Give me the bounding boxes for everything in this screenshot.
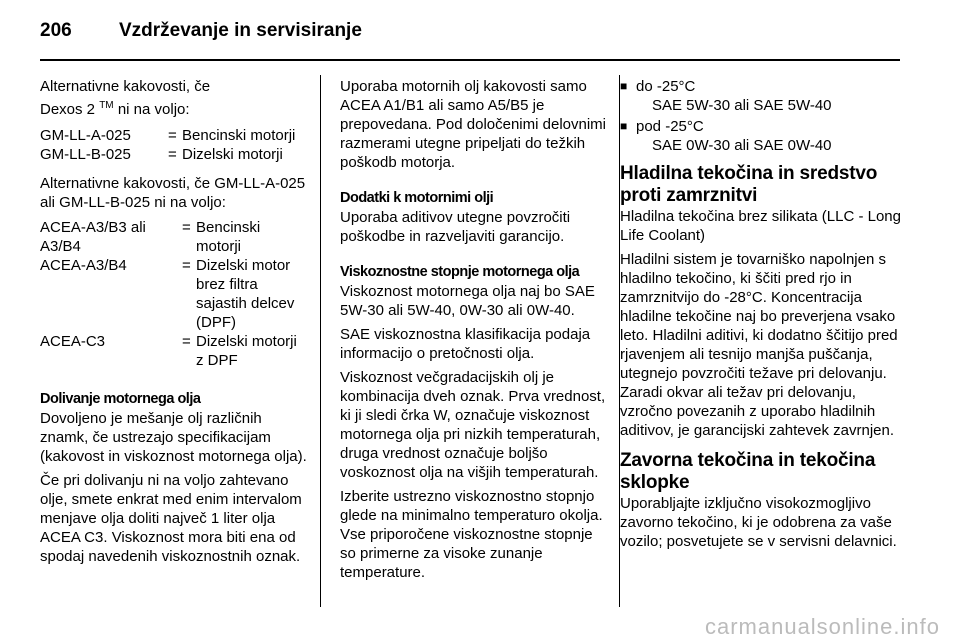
prohibition-paragraph: Uporaba motornih olj kakovosti samo ACEA A1/B1 ali samo A5/B5 je prepovedana. Pod določenimi delovnimi razmerami utegne pripeljati do težkih poškodb motorja. bbox=[340, 78, 607, 171]
brake-paragraph: Uporabljajte izključno visokozmogljivo zavorno tekočino, ki je odobrena za vaše vozilo; posvetujete se v servisni delavnici. bbox=[620, 495, 897, 550]
spec-desc: Dizelski motorji z DPF bbox=[196, 333, 297, 369]
list-item bbox=[620, 117, 910, 136]
coolant-paragraph-2: Hladilni sistem je tovarniško napolnjen s hladilno tekočino, ki ščiti pred rjo in zamrznitvijo do -28°C. Koncentracija hladilne tekočine naj bo preverjena vsako leto. Hladilni aditivi, ki dodatno ščitijo pred rjavenjem ali tesnijo manjša puščanja, utegnejo povzročiti težave pri delovanju. Zaradi okvar ali težav pri delovanju, vzročno povezanih z uporabo hladilnih aditivov, je garancijski zahtevek zavrnjen. bbox=[620, 251, 898, 439]
spec-desc: Dizelski motorji bbox=[182, 146, 283, 163]
section-heading-topping: Dolivanje motornega olja bbox=[40, 391, 201, 407]
intro-text-2: Alternativne kakovosti, če GM-LL-A-025 ali GM-LL-B-025 ni na voljo: bbox=[40, 175, 306, 211]
list-item bbox=[620, 77, 910, 96]
watermark: carmanualsonline.info bbox=[704, 614, 940, 639]
header-rule bbox=[40, 59, 900, 61]
bullet-square-icon: ■ bbox=[620, 79, 628, 93]
spec-equals: = bbox=[182, 333, 191, 350]
section-heading-additives: Dodatki k motornimi olji bbox=[340, 190, 494, 206]
spec-equals: = bbox=[182, 219, 191, 236]
viscosity-paragraph-2: SAE viskoznostna klasifikacija podaja informacijo o pretočnosti olja. bbox=[340, 326, 591, 362]
spec-equals: = bbox=[168, 146, 177, 163]
column-3 bbox=[620, 77, 910, 556]
viscosity-paragraph-3: Viskoznost večgradacijskih olj je kombinacija dveh oznak. Prva vrednost, ki ji sledi črka W, označuje viskoznost motornega olja pri nizkih temperaturah, druga vrednost označuje boljšo voskoznost olja na višjih temperaturah. bbox=[340, 369, 606, 481]
column-2 bbox=[340, 77, 606, 587]
section-heading-brake: Zavorna tekočina in tekočina sklopke bbox=[620, 450, 876, 493]
topping-paragraph-2: Če pri dolivanju ni na voljo zahtevano olje, smete enkrat med enim intervalom menjave olja doliti največ 1 liter olja ACEA C3. Viskoznost mora biti ena od spodaj navedenih viskoznostnih oznak. bbox=[40, 472, 302, 565]
spec-equals: = bbox=[182, 257, 191, 274]
column-1 bbox=[40, 77, 308, 571]
page-title: Vzdrževanje in servisiranje bbox=[119, 20, 362, 41]
trademark-mark: TM bbox=[99, 100, 114, 111]
bullet-square-icon: ■ bbox=[620, 119, 628, 133]
spec-code: ACEA-A3/B3 ali A3/B4 bbox=[40, 219, 146, 255]
spec-code: GM-LL-A-025 bbox=[40, 127, 131, 144]
viscosity-paragraph-4: Izberite ustrezno viskoznostno stopnjo glede na minimalno temperaturo okolja. Vse priporočene viskoznostne stopnje so primerne za visoke zunanje temperature. bbox=[340, 488, 603, 581]
bullet-label: do -25°C bbox=[636, 78, 696, 95]
spec-desc: Dizelski motor brez filtra sajastih delcev (DPF) bbox=[196, 257, 295, 331]
intro-line-1: Alternativne kakovosti, če bbox=[40, 78, 211, 95]
section-heading-coolant: Hladilna tekočina in sredstvo proti zamrznitvi bbox=[620, 163, 878, 206]
spec-code: GM-LL-B-025 bbox=[40, 146, 131, 163]
intro-line-2-pre: Dexos 2 bbox=[40, 101, 100, 118]
bullet-label: pod -25°C bbox=[636, 118, 704, 135]
additives-paragraph: Uporaba aditivov utegne povzročiti poškodbe in razveljaviti garancijo. bbox=[340, 209, 571, 245]
spec-equals: = bbox=[168, 127, 177, 144]
bullet-detail: SAE 0W-30 ali SAE 0W-40 bbox=[652, 137, 832, 154]
page-number: 206 bbox=[40, 20, 72, 41]
bullet-detail: SAE 5W-30 ali SAE 5W-40 bbox=[652, 97, 832, 114]
spec-code: ACEA-A3/B4 bbox=[40, 257, 127, 274]
spec-table-1 bbox=[40, 126, 308, 164]
spec-desc: Bencinski motorji bbox=[182, 127, 296, 144]
spec-desc: Bencinski motorji bbox=[196, 219, 261, 255]
intro-line-2-post: ni na voljo: bbox=[113, 101, 190, 118]
viscosity-paragraph-1: Viskoznost motornega olja naj bo SAE 5W-30 ali 5W-40, 0W-30 ali 0W-40. bbox=[340, 283, 595, 319]
intro-text bbox=[40, 77, 308, 119]
section-heading-viscosity: Viskoznostne stopnje motornega olja bbox=[340, 264, 580, 280]
coolant-paragraph-1: Hladilna tekočina brez silikata (LLC - Long Life Coolant) bbox=[620, 208, 901, 244]
spec-code: ACEA-C3 bbox=[40, 333, 106, 350]
column-divider-1 bbox=[320, 75, 321, 607]
spec-table-2 bbox=[40, 218, 308, 370]
topping-paragraph-1: Dovoljeno je mešanje olj različnih znamk, če ustrezajo specifikacijam (kakovost in viskoznost motornega olja). bbox=[40, 410, 307, 465]
